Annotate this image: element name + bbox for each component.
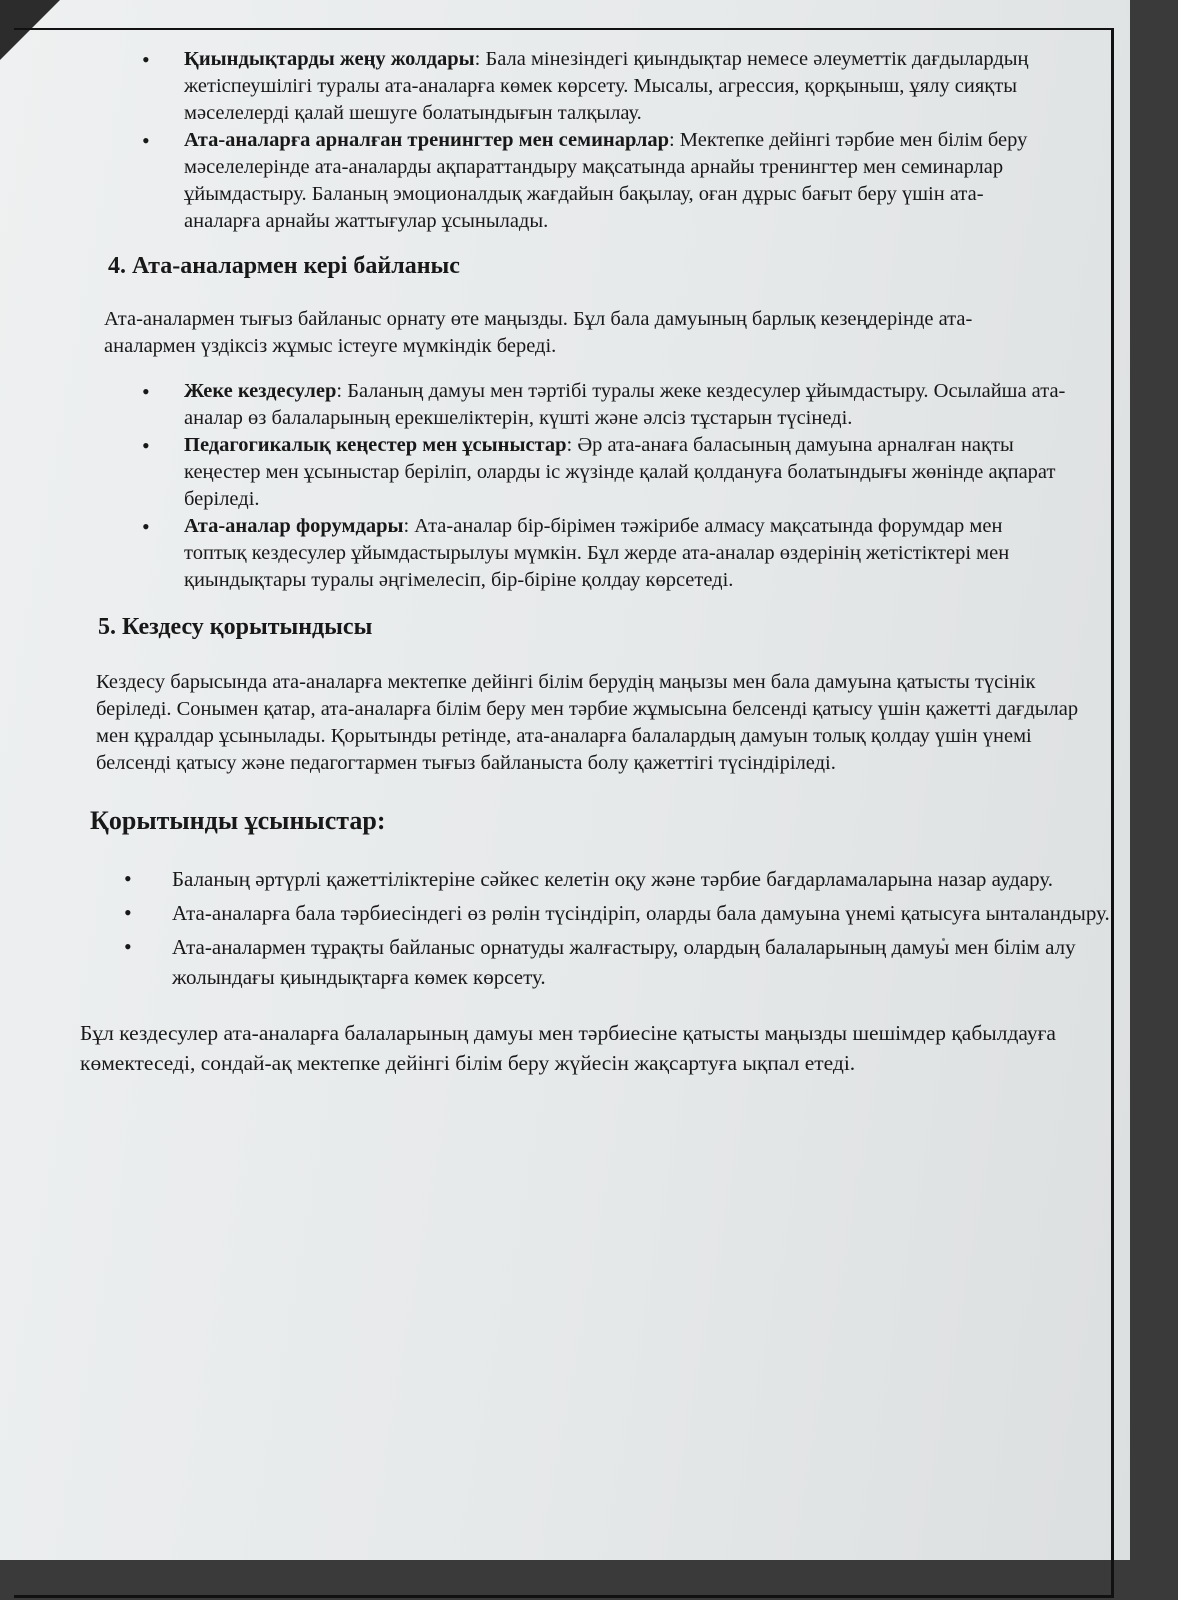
list-item-term: Ата-аналарға арналған тренингтер мен семинарлар [184, 129, 669, 151]
list-item-term: Педагогикалық кеңестер мен ұсыныстар [184, 434, 567, 456]
section-4-heading: 4. Ата-аналармен кері байланыс [108, 253, 460, 279]
list-item [80, 432, 1070, 513]
recommendations-heading: Қорытынды ұсыныстар: [90, 806, 386, 835]
closing-paragraph: Бұл кездесулер ата-аналарға балаларының дамуы мен тәрбиесіне қатысты маңызды шешімдер қабылдауға көмектеседі, сондай-ақ мектепке дейінгі білім беру жүйесін жақсартуға ықпал етеді. [80, 1021, 1056, 1075]
list-item-term: Ата-аналар форумдары [184, 515, 404, 537]
document-body [80, 46, 1130, 1078]
list-item [80, 378, 1070, 432]
list-item-text: : Мектепке дейінгі тәрбие мен білім беру мәселелерінде ата-аналарды ақпараттандыру мақсатында арнайы тренингтер мен семинарлар ұйымдастыру. Баланың эмоционалдық жағдайын бақылау, оған дұрыс бағыт беру үшін ата-аналарға арнайы жаттығулар ұсынылады. [184, 129, 1028, 232]
section-5-text: Кездесу барысында ата-аналарға мектепке дейінгі білім берудің маңызы мен бала дамуына қатысты түсінік беріледі. Сонымен қатар, ата-аналарға білім беру мен тәрбие жұмысына белсенді қатысу үшін қажетті дағдылар мен құралдар ұсынылады. Қорытынды ретінде, ата-аналарға балалардың дамуын толық қолдау үшін үнемі белсенді қатысу және педагогтармен тығыз байланыста болу қажеттігі түсіндіріледі. [96, 671, 1079, 774]
list-item-term: Жеке кездесулер [184, 380, 337, 402]
recommendations-list [80, 864, 1120, 992]
list-item-text: : Әр ата-анаға баласының дамуына арналған нақты кеңестер мен ұсыныстар беріліп, оларды іс жүзінде қалай қолдануға болатындығы жөнінде ақпарат беріледі. [184, 434, 1056, 510]
section-4-list [80, 378, 1070, 594]
section-4-intro: Ата-аналармен тығыз байланыс орнату өте маңызды. Бұл бала дамуының барлық кезеңдерінде ата-аналармен үздіксіз жұмыс істеуге мүмкіндік береді. [104, 308, 973, 357]
list-item [80, 513, 1070, 594]
list-item: • Баланың әртүрлі қажеттіліктеріне сәйкес келетін оқу және тәрбие бағдарламаларына назар аудару. [80, 864, 1120, 894]
list-item: • Ата-аналарға бала тәрбиесіндегі өз рөлін түсіндіріп, оларды бала дамуына үнемі қатысуға ынталандыру. [80, 898, 1120, 928]
top-bullet-list [80, 46, 1040, 235]
list-item [80, 127, 1040, 235]
list-item-text: : Бала мінезіндегі қиындықтар немесе әлеуметтік дағдылардың жетіспеушілігі туралы ата-аналарға көмек көрсету. Мысалы, агрессия, қорқыныш, ұялу сияқты мәселелерді қалай шешуге болатындығын талқылау. [184, 48, 1029, 124]
list-item: • Ата-аналармен тұрақты байланыс орнатуды жалғастыру, олардың балаларының дамуы мен білім алу жолындағы қиындықтарға көмек көрсету. [80, 932, 1120, 992]
list-item [80, 46, 1040, 127]
list-item-text: : Ата-аналар бір-бірімен тәжірибе алмасу мақсатында форумдар мен топтық кездесулер ұйымдастырылуы мүмкін. Бұл жерде ата-аналар өздерінің жетістіктері мен қиындықтары туралы әңгімелесіп, бір-біріне қолдау көрсетеді. [184, 515, 1010, 591]
list-item-text: : Баланың дамуы мен тәртібі туралы жеке кездесулер ұйымдастыру. Осылайша ата-аналар өз балаларының ерекшеліктерін, күшті және әлсіз тұстарын түсінеді. [184, 380, 1066, 429]
list-item-term: Қиындықтарды жеңу жолдары [184, 48, 475, 70]
section-5-heading: 5. Кездесу қорытындысы [98, 614, 373, 640]
